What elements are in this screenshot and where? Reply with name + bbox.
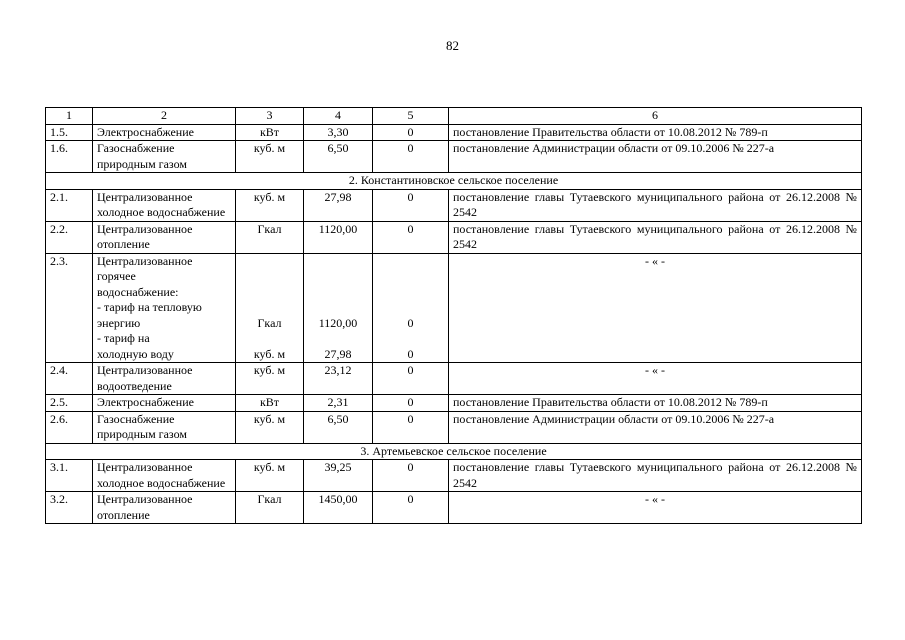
zero-value: 0 bbox=[373, 141, 449, 173]
unit: куб. м bbox=[236, 141, 304, 173]
service-name-line: Централизованное bbox=[97, 253, 193, 268]
tariff-value: 2,31 bbox=[304, 395, 373, 412]
zero-value: 0 bbox=[373, 221, 449, 253]
unit: Гкал bbox=[236, 221, 304, 253]
legal-basis: постановление Администрации области от 09.10.2006 № 227-а bbox=[449, 411, 862, 443]
row-number: 1.5. bbox=[46, 124, 93, 141]
service-name-line: - тариф на bbox=[97, 331, 150, 345]
legal-basis: постановление Правительства области от 10.08.2012 № 789-п bbox=[449, 124, 862, 141]
zero-value-water: 0 bbox=[407, 346, 414, 361]
tariff-value: 27,98 bbox=[304, 189, 373, 221]
row-number: 2.4. bbox=[46, 363, 93, 395]
tariff-value: 1450,00 bbox=[304, 492, 373, 524]
unit: куб. м bbox=[236, 411, 304, 443]
service-name-line: водоснабжение: bbox=[97, 284, 179, 299]
section-title: 2. Константиновское сельское поселение bbox=[46, 173, 862, 190]
legal-basis: постановление главы Тутаевского муниципального района от 26.12.2008 № 2542 bbox=[449, 221, 862, 253]
service-name bbox=[93, 253, 236, 363]
zero-value: 0 bbox=[373, 124, 449, 141]
col-header: 1 bbox=[46, 108, 93, 125]
legal-basis: - « - bbox=[449, 253, 862, 363]
service-name-line: горячее bbox=[97, 269, 136, 283]
row-number: 3.2. bbox=[46, 492, 93, 524]
row-number: 2.5. bbox=[46, 395, 93, 412]
section-row bbox=[46, 173, 862, 190]
col-header: 3 bbox=[236, 108, 304, 125]
zero-value: 0 bbox=[373, 395, 449, 412]
legal-basis: постановление главы Тутаевского муниципального района от 26.12.2008 № 2542 bbox=[449, 189, 862, 221]
table-row bbox=[46, 492, 862, 524]
legal-basis: постановление главы Тутаевского муниципального района от 26.12.2008 № 2542 bbox=[449, 460, 862, 492]
row-number: 3.1. bbox=[46, 460, 93, 492]
row-number: 2.2. bbox=[46, 221, 93, 253]
table-row bbox=[46, 253, 862, 363]
table-row bbox=[46, 124, 862, 141]
section-row bbox=[46, 443, 862, 460]
zero-value: 0 bbox=[373, 189, 449, 221]
service-name-line: холодную воду bbox=[97, 346, 174, 361]
header-row bbox=[46, 108, 862, 125]
row-number: 2.6. bbox=[46, 411, 93, 443]
unit: куб. м bbox=[236, 189, 304, 221]
service-name: Электроснабжение bbox=[93, 395, 236, 412]
tariff-value: 23,12 bbox=[304, 363, 373, 395]
service-name: Газоснабжение природным газом bbox=[93, 141, 236, 173]
service-name-line: - тариф на тепловую bbox=[97, 300, 202, 314]
row-number: 2.1. bbox=[46, 189, 93, 221]
unit: кВт bbox=[236, 124, 304, 141]
legal-basis: постановление Администрации области от 09.10.2006 № 227-а bbox=[449, 141, 862, 173]
service-name: Централизованное холодное водоснабжение bbox=[93, 460, 236, 492]
tariff-value-water: 27,98 bbox=[324, 346, 352, 361]
zero-value: 0 bbox=[373, 411, 449, 443]
unit-water: куб. м bbox=[253, 346, 286, 361]
unit: кВт bbox=[236, 395, 304, 412]
legal-basis: - « - bbox=[449, 492, 862, 524]
tariff-value: 6,50 bbox=[304, 141, 373, 173]
unit: куб. м bbox=[236, 363, 304, 395]
tariff-value: 1120,00 bbox=[304, 221, 373, 253]
col-header: 6 bbox=[449, 108, 862, 125]
service-name: Централизованное отопление bbox=[93, 221, 236, 253]
row-number: 1.6. bbox=[46, 141, 93, 173]
unit: куб. м bbox=[236, 460, 304, 492]
col-header: 2 bbox=[93, 108, 236, 125]
service-name: Централизованное холодное водоснабжение bbox=[93, 189, 236, 221]
unit-heat: Гкал bbox=[257, 315, 282, 330]
zero-value: 0 bbox=[373, 492, 449, 524]
table-row bbox=[46, 221, 862, 253]
col-header: 4 bbox=[304, 108, 373, 125]
service-name: Электроснабжение bbox=[93, 124, 236, 141]
tariff-value: 6,50 bbox=[304, 411, 373, 443]
unit bbox=[236, 253, 304, 363]
service-name: Централизованное водоотведение bbox=[93, 363, 236, 395]
tariff-value: 39,25 bbox=[304, 460, 373, 492]
legal-basis: - « - bbox=[449, 363, 862, 395]
tariff-value bbox=[304, 253, 373, 363]
tariff-value: 3,30 bbox=[304, 124, 373, 141]
tariff-value-heat: 1120,00 bbox=[318, 315, 358, 330]
page-number: 82 bbox=[446, 38, 459, 53]
col-header: 5 bbox=[373, 108, 449, 125]
table-row bbox=[46, 411, 862, 443]
unit: Гкал bbox=[236, 492, 304, 524]
row-number: 2.3. bbox=[46, 253, 93, 363]
table-row bbox=[46, 141, 862, 173]
tariff-table bbox=[45, 107, 862, 524]
table-row bbox=[46, 189, 862, 221]
table-row bbox=[46, 363, 862, 395]
table-row bbox=[46, 460, 862, 492]
table-row bbox=[46, 395, 862, 412]
zero-value: 0 bbox=[373, 460, 449, 492]
zero-value: 0 bbox=[373, 363, 449, 395]
zero-value bbox=[373, 253, 449, 363]
zero-value-heat: 0 bbox=[407, 315, 414, 330]
service-name-line: энергию bbox=[97, 315, 141, 330]
legal-basis: постановление Правительства области от 10.08.2012 № 789-п bbox=[449, 395, 862, 412]
service-name: Газоснабжение природным газом bbox=[93, 411, 236, 443]
section-title: 3. Артемьевское сельское поселение bbox=[46, 443, 862, 460]
service-name: Централизованное отопление bbox=[93, 492, 236, 524]
